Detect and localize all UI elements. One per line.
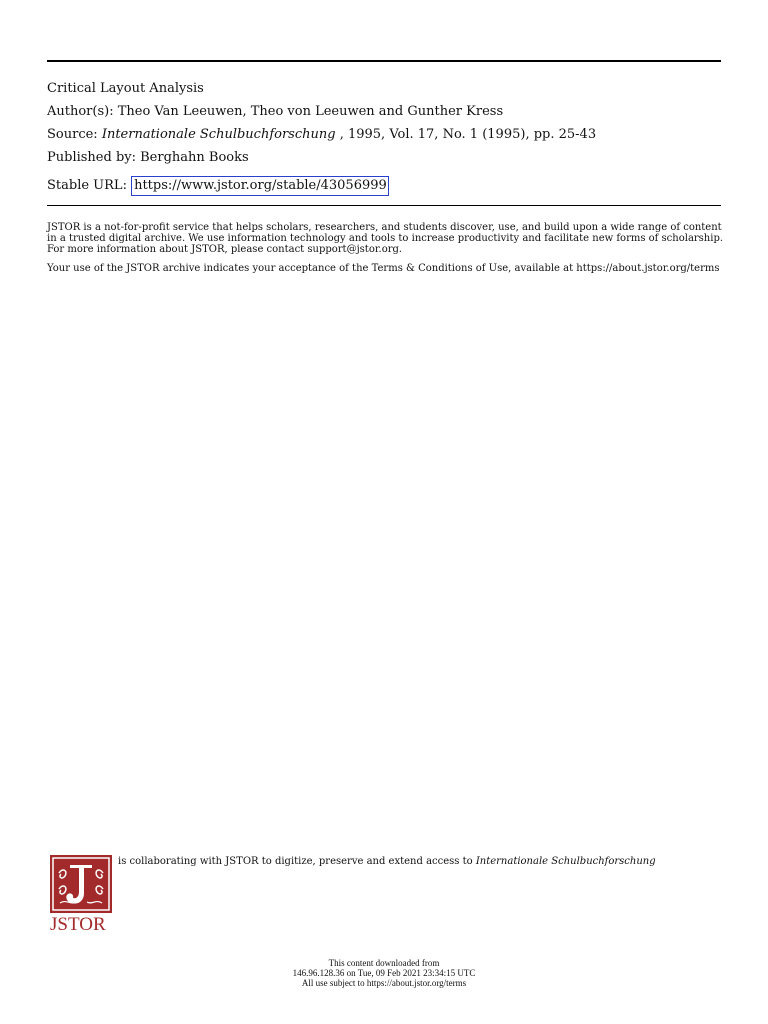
footer-line-1: This content downloaded from [328, 958, 440, 968]
article-source [47, 127, 596, 143]
jstor-wordmark: JSTOR [50, 914, 106, 935]
top-rule [47, 60, 721, 62]
collaboration-journal: Internationale Schulbuchforschung [475, 856, 656, 867]
stable-url-label: Stable URL: [47, 178, 132, 193]
stable-url-line [47, 176, 389, 196]
download-footer [0, 958, 768, 988]
article-title: Critical Layout Analysis [47, 81, 204, 96]
collaboration-text: is collaborating with JSTOR to digitize, preserve and extend access to [118, 856, 476, 867]
jstor-logo [50, 855, 114, 937]
source-details: , 1995, Vol. 17, No. 1 (1995), pp. 25-43 [335, 127, 597, 142]
stable-url-link[interactable]: https://www.jstor.org/stable/43056999 [131, 176, 389, 196]
source-prefix: Source: [47, 127, 102, 142]
section-rule [47, 205, 721, 206]
article-authors: Author(s): Theo Van Leeuwen, Theo von Leeuwen and Gunther Kress [47, 104, 504, 119]
jstor-terms-notice: Your use of the JSTOR archive indicates your acceptance of the Terms & Conditions of Use, available at https://about.jstor.org/terms [47, 263, 720, 274]
footer-line-2: 146.96.128.36 on Tue, 09 Feb 2021 23:34:15 UTC [292, 968, 476, 978]
source-journal: Internationale Schulbuchforschung [101, 127, 336, 142]
footer-line-3: All use subject to https://about.jstor.org/terms [301, 978, 467, 988]
collaboration-statement [118, 856, 678, 867]
jstor-about-notice: JSTOR is a not-for-profit service that helps scholars, researchers, and students discover, use, and build upon a wide range of content in a trusted digital archive. We use information technology and tools to increase productivity and facilitate new forms of scholarship. For more information about JSTOR, please contact support@jstor.org. [47, 222, 724, 255]
article-publisher: Published by: Berghahn Books [47, 150, 249, 165]
jstor-seal-icon [50, 855, 112, 913]
